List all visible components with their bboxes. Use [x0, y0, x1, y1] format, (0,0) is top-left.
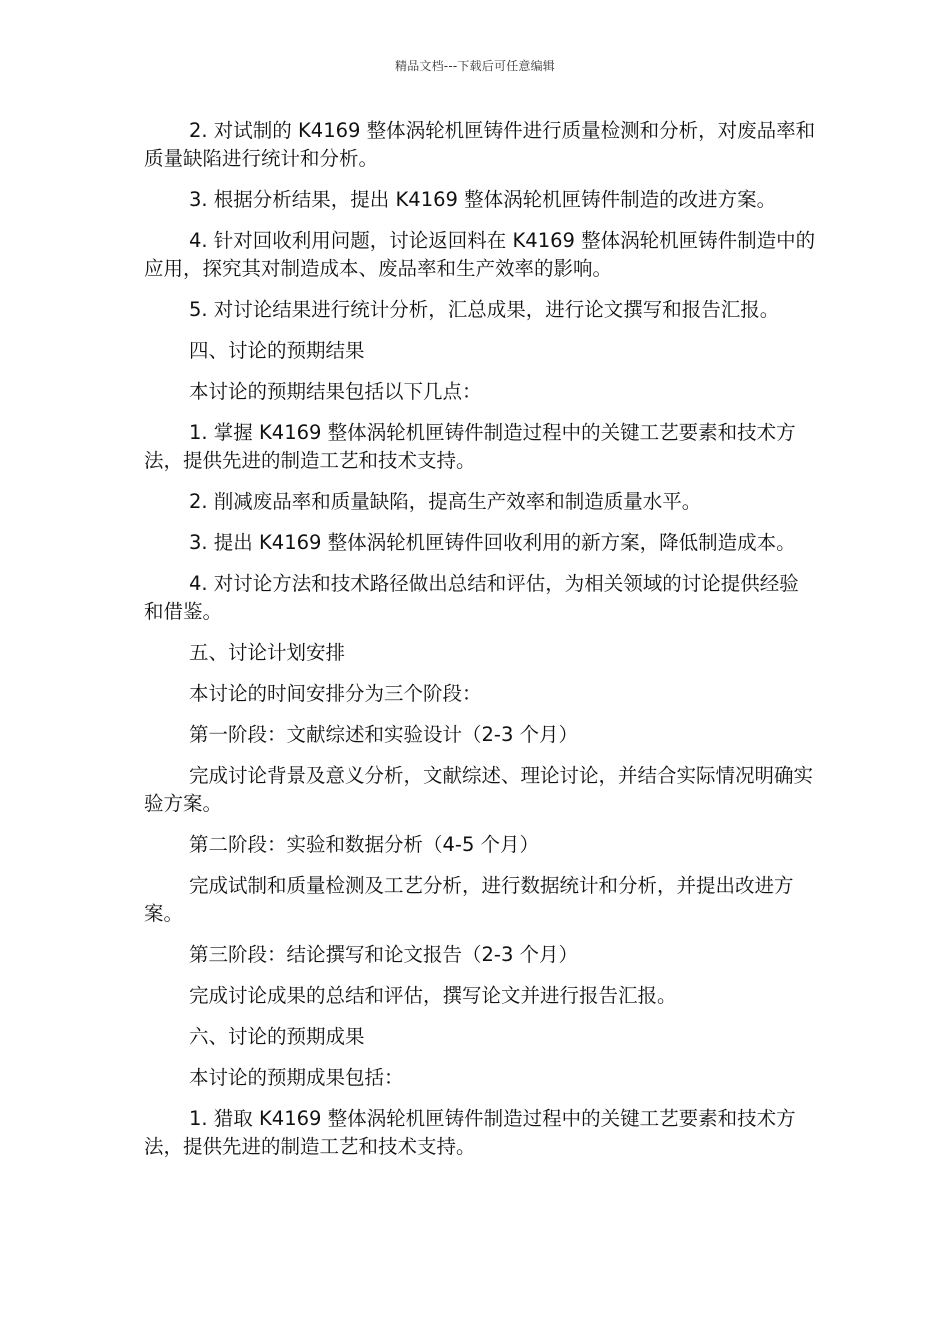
section-intro: 本讨论的预期成果包括：: [189, 1066, 404, 1089]
phase-description-3: 完成讨论成果的总结和评估，撰写论文并进行报告汇报。: [189, 984, 677, 1007]
section-heading-4: 四、讨论的预期结果: [189, 339, 365, 362]
list-item-5: 5. 对讨论结果进行统计分析，汇总成果，进行论文撰写和报告汇报。: [189, 298, 780, 321]
document-body: [144, 117, 816, 1174]
list-item-2: 2. 削减废品率和质量缺陷，提高生产效率和制造质量水平。: [189, 490, 702, 513]
phase-title-2: 第二阶段：实验和数据分析（4-5 个月）: [189, 833, 540, 856]
section-intro: 本讨论的预期结果包括以下几点：: [189, 380, 482, 403]
phase-description-1: 完成讨论背景及意义分析，文献综述、理论讨论，并结合实际情况明确实验方案。: [144, 764, 814, 815]
page-header-watermark: 精品文档---下载后可任意编辑: [395, 59, 555, 73]
phase-title-1: 第一阶段：文献综述和实验设计（2-3 个月）: [189, 723, 579, 746]
section-heading-5: 五、讨论计划安排: [189, 641, 346, 664]
list-item-2: 2. 对试制的 K4169 整体涡轮机匣铸件进行质量检测和分析，对废品率和质量缺陷进行统计和分析。: [144, 119, 816, 170]
list-item-3: 3. 根据分析结果，提出 K4169 整体涡轮机匣铸件制造的改进方案。: [189, 188, 777, 211]
phase-title-3: 第三阶段：结论撰写和论文报告（2-3 个月）: [189, 943, 579, 966]
list-item-4: 4. 针对回收利用问题，讨论返回料在 K4169 整体涡轮机匣铸件制造中的应用，探究其对制造成本、废品率和生产效率的影响。: [144, 229, 816, 280]
list-item-3: 3. 提出 K4169 整体涡轮机匣铸件回收利用的新方案，降低制造成本。: [189, 531, 796, 554]
section-heading-6: 六、讨论的预期成果: [189, 1025, 365, 1048]
list-item-1: 1. 猎取 K4169 整体涡轮机匣铸件制造过程中的关键工艺要素和技术方法，提供先进的制造工艺和技术支持。: [144, 1107, 796, 1158]
phase-description-2: 完成试制和质量检测及工艺分析，进行数据统计和分析，并提出改进方案。: [144, 874, 794, 925]
section-intro: 本讨论的时间安排分为三个阶段：: [189, 682, 482, 705]
list-item-4: 4. 对讨论方法和技术路径做出总结和评估，为相关领域的讨论提供经验和借鉴。: [144, 572, 799, 623]
list-item-1: 1. 掌握 K4169 整体涡轮机匣铸件制造过程中的关键工艺要素和技术方法，提供先进的制造工艺和技术支持。: [144, 421, 796, 472]
